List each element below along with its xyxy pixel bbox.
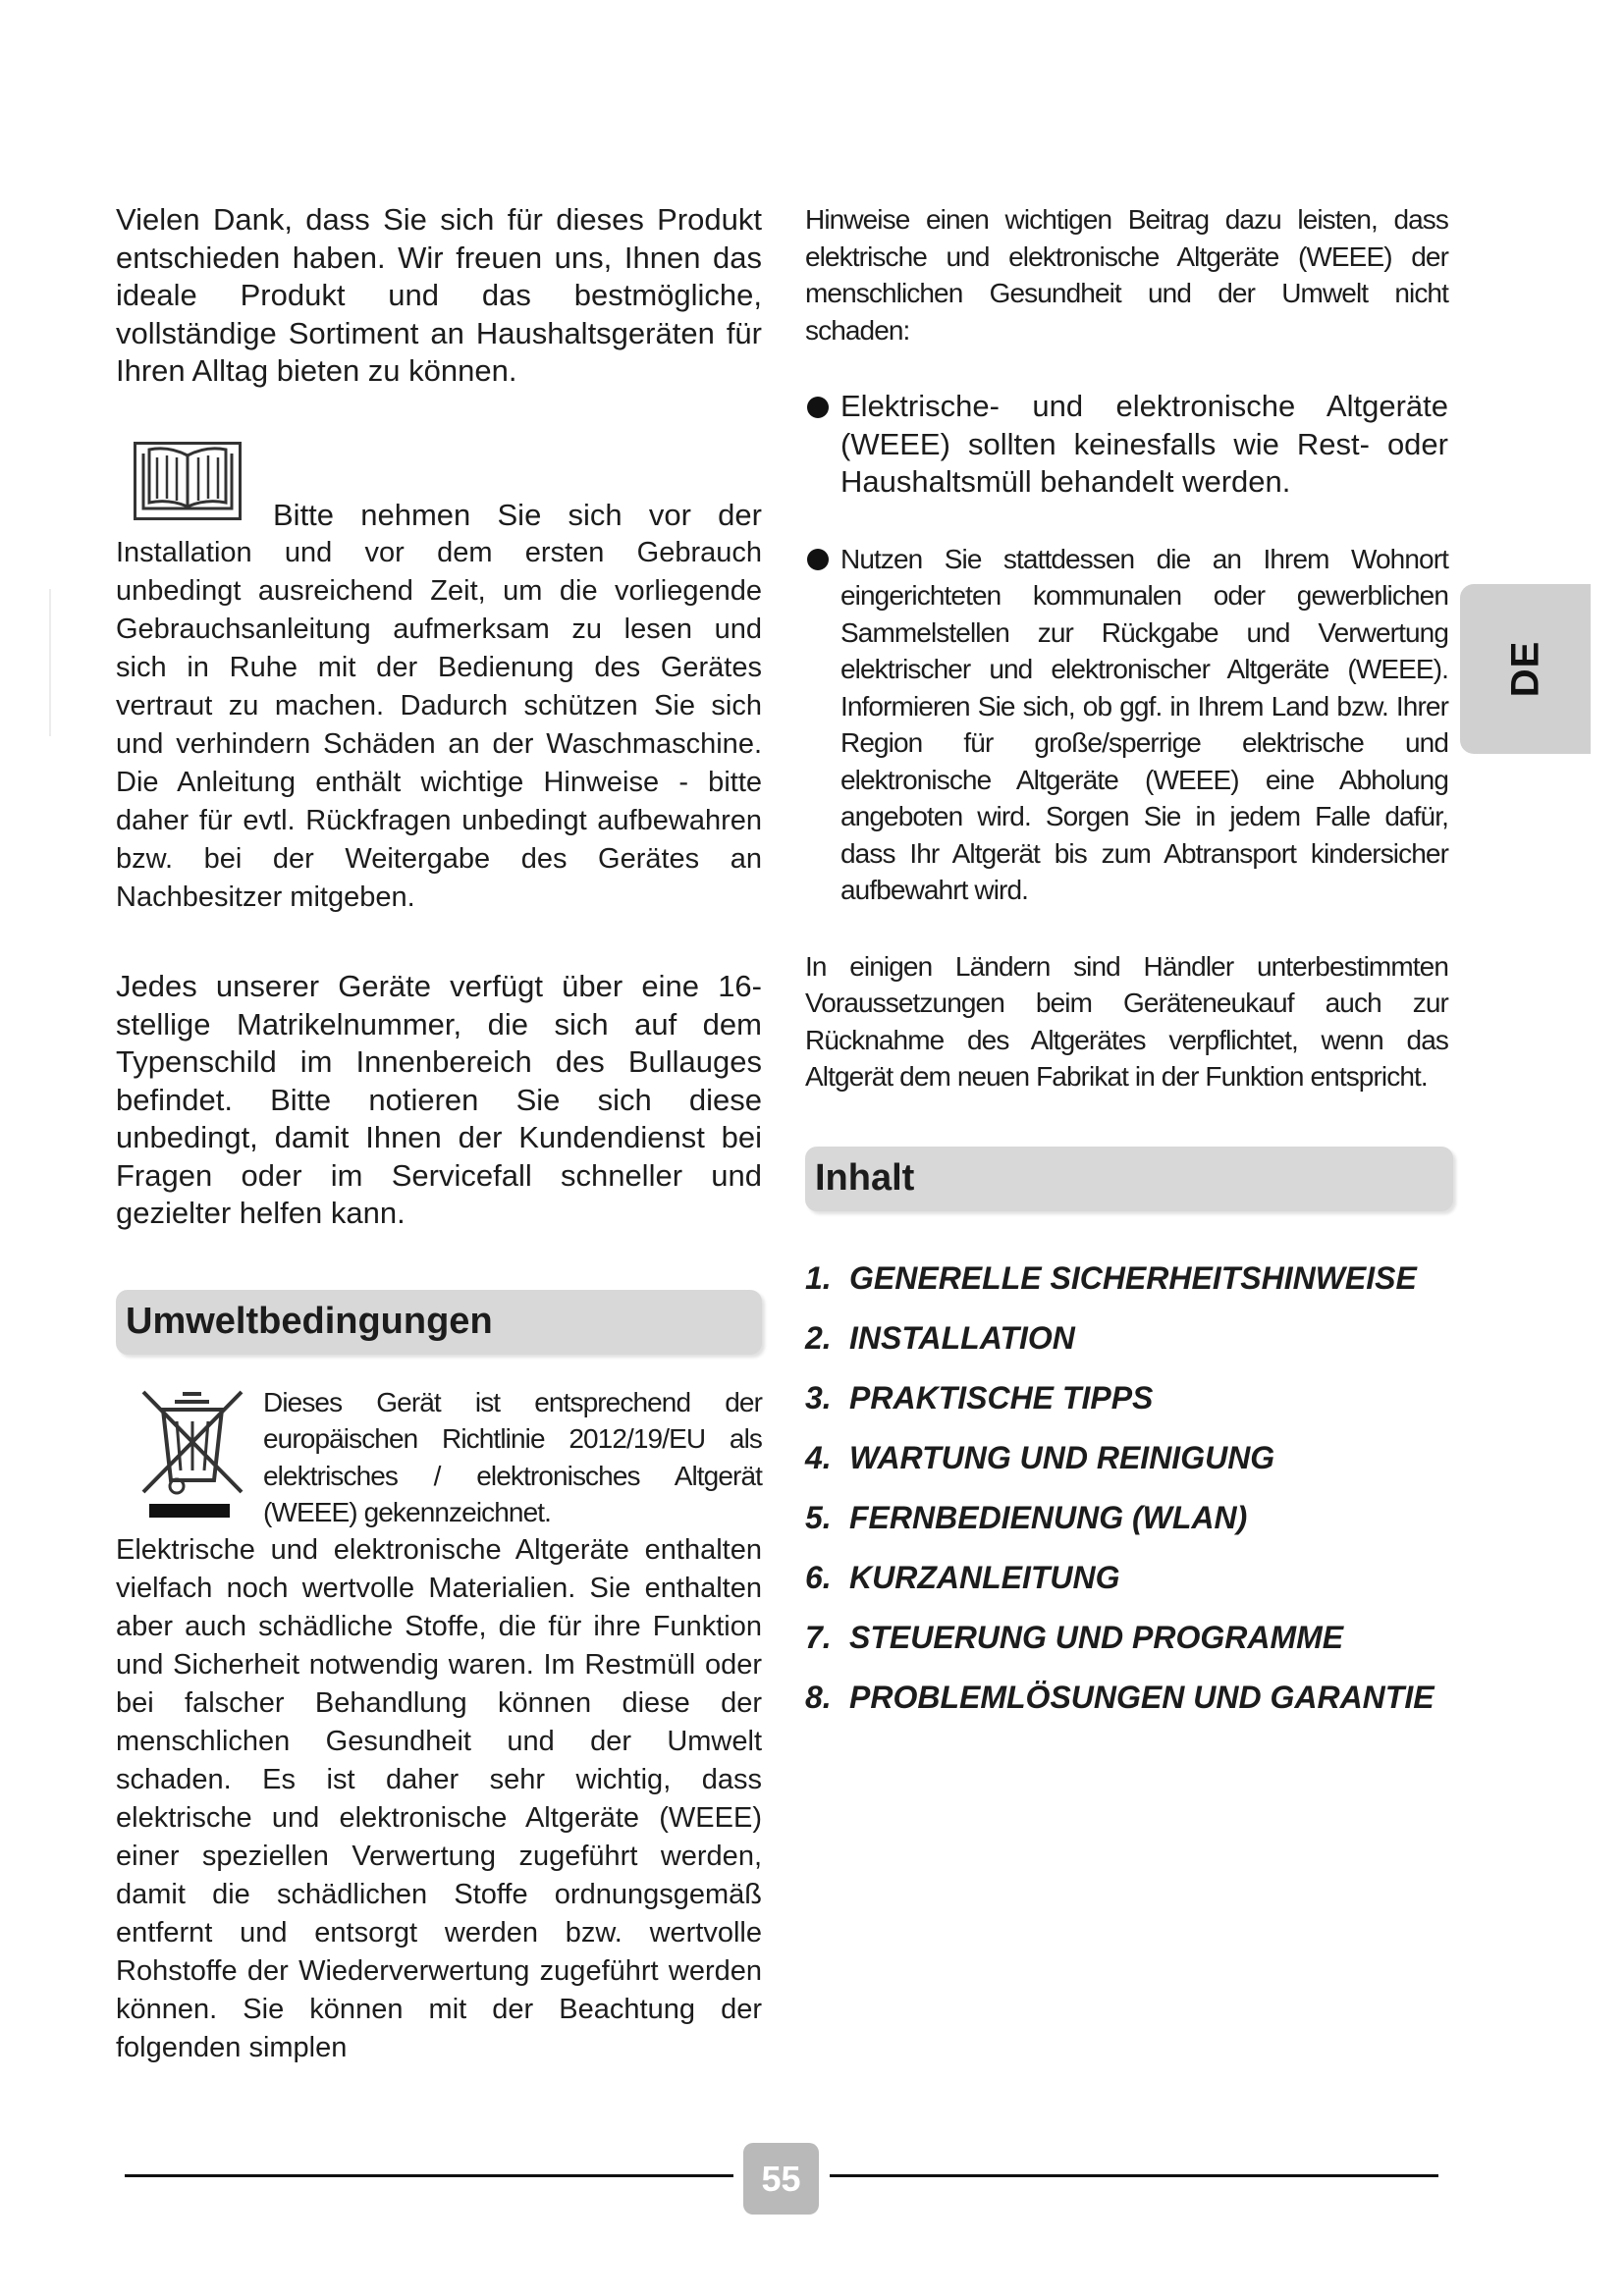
toc-number: 5. xyxy=(805,1499,832,1535)
table-of-contents xyxy=(805,1249,1448,1728)
intro-paragraph: Vielen Dank, dass Sie sich für dieses Produkt entschieden haben. Wir freuen uns, Ihnen das ideale Produkt und das bestmögliche, vollständige Sortiment an Haushaltsgeräten für Ihren Alltag bieten zu können. xyxy=(116,202,762,388)
manual-book-icon xyxy=(134,442,242,520)
toc-label: PRAKTISCHE TIPPS xyxy=(849,1379,1154,1415)
umwelt-heading-bar xyxy=(116,1290,762,1355)
toc-number: 1. xyxy=(805,1259,832,1296)
scan-margin-mark xyxy=(49,589,51,736)
language-tab-label: DE xyxy=(1502,640,1546,698)
page-number-label: 55 xyxy=(761,2158,801,2199)
weee-label-text: Dieses Gerät ist entsprechend der europäischen Richtlinie 2012/19/EU als elektrisches / elektronisches Altgerät (WEEE) gekennzeichnet. xyxy=(263,1386,762,1527)
toc-item[interactable] xyxy=(805,1368,1448,1428)
toc-item[interactable] xyxy=(805,1488,1448,1548)
toc-item[interactable] xyxy=(805,1548,1448,1608)
toc-item[interactable] xyxy=(805,1668,1448,1728)
toc-label: INSTALLATION xyxy=(849,1319,1075,1356)
weee-bullet-item xyxy=(805,541,1448,909)
serial-number-paragraph: Jedes unserer Geräte verfügt über eine 16-stellige Matrikelnummer, die sich auf dem Typenschild im Innenbereich des Bullauges befindet. Bitte notieren Sie sich diese unbedingt, damit Ihnen der Kundendienst bei Fragen oder im Servicefall schneller und gezielter helfen kann. xyxy=(116,969,762,1230)
page-number xyxy=(743,2143,819,2215)
toc-item[interactable] xyxy=(805,1608,1448,1668)
toc-number: 3. xyxy=(805,1379,832,1415)
toc-label: KURZANLEITUNG xyxy=(849,1559,1120,1595)
weee-bullet-text: Elektrische- und elektronische Altgeräte (WEEE) sollten keinesfalls wie Rest- oder Haushaltsmüll behandelt werden. xyxy=(840,389,1448,499)
inhalt-heading-bar xyxy=(805,1147,1453,1211)
toc-label: PROBLEMLÖSUNGEN UND GARANTIE xyxy=(849,1679,1435,1715)
toc-item[interactable] xyxy=(805,1428,1448,1488)
toc-item[interactable] xyxy=(805,1249,1448,1308)
bullet-dot-icon xyxy=(807,549,829,570)
footer-rule-left xyxy=(125,2174,733,2177)
toc-number: 2. xyxy=(805,1319,832,1356)
umwelt-body: Elektrische und elektronische Altgeräte enthalten vielfach noch wertvolle Materialien. Sie enthalten aber auch schädliche Stoffe, die für ihre Funktion und Sicherheit notwendig waren. Im Restmüll oder bei falscher Behandlung können diese der menschlichen Gesundheit und der Umwelt schaden. Es ist daher sehr wichtig, dass elektrische und elektronische Altgeräte (WEEE) einer speziellen Verwertung zugeführt werden, damit die schädlichen Stoffe ordnungsgemäß entfernt und entsorgt werden bzw. wertvolle Rohstoffe der Wiederverwertung zugeführt werden können. Sie können mit der Beachtung der folgenden simplen xyxy=(116,1533,762,2063)
language-tab xyxy=(1460,584,1591,754)
toc-label: GENERELLE SICHERHEITSHINWEISE xyxy=(849,1259,1417,1296)
weee-bullet-text: Nutzen Sie stattdessen die an Ihrem Wohnort eingerichteten kommunalen oder gewerblichen Sammelstellen zur Rückgabe und Verwertung elektrischer und elektronischer Altgeräte (WEEE). Informieren Sie sich, ob ggf. in Ihrem Land bzw. Ihrer Region für große/sperrige elektrische und elektronische Altgeräte (WEEE) eine Abholung angeboten wird. Sorgen Sie in jedem Falle dafür, dass Ihr Altgerät bis zum Abtransport kindersicher aufbewahrt wird. xyxy=(840,543,1448,905)
manual-note xyxy=(116,442,762,918)
dealer-return-paragraph: In einigen Ländern sind Händler unterbestimmten Voraussetzungen beim Geräteneukauf auch zur Rücknahme des Altgerätes verpflichtet, wenn das Altgerät dem neuen Fabrikat in der Funktion entspricht. xyxy=(805,950,1448,1092)
weee-bullet-list xyxy=(805,388,1448,909)
left-column xyxy=(116,201,762,2067)
weee-notice xyxy=(116,1384,762,1531)
inhalt-heading: Inhalt xyxy=(815,1157,915,1199)
manual-note-body: Installation und vor dem ersten Gebrauch unbedingt ausreichend Zeit, um die vorliegende Gebrauchsanleitung aufmerksam zu lesen und sich in Ruhe mit der Bedienung des Gerätes vertraut zu machen. Dadurch schützen Sie sich und verhindern Schäden an der Waschmaschine. Die Anleitung enthält wichtige Hinweise - bitte daher für evtl. Rückfragen unbedingt aufbewahren bzw. bei der Weitergabe des Gerätes an Nachbesitzer mitgeben. xyxy=(116,537,762,913)
toc-number: 7. xyxy=(805,1619,832,1655)
weee-bullet-item xyxy=(805,388,1448,502)
weee-bin-icon xyxy=(116,1384,263,1531)
manual-note-first-line: Bitte nehmen Sie sich vor der xyxy=(273,497,762,532)
toc-label: FERNBEDIENUNG (WLAN) xyxy=(849,1499,1248,1535)
toc-label: WARTUNG UND REINIGUNG xyxy=(849,1439,1275,1475)
umwelt-body-continued: Hinweise einen wichtigen Beitrag dazu leisten, dass elektrische und elektronische Altgeräte (WEEE) der menschlichen Gesundheit und der Umwelt nicht schaden: xyxy=(805,204,1448,346)
right-column xyxy=(805,201,1448,1728)
toc-label: STEUERUNG UND PROGRAMME xyxy=(849,1619,1344,1655)
footer-rule-right xyxy=(830,2174,1438,2177)
toc-number: 4. xyxy=(805,1439,832,1475)
toc-item[interactable] xyxy=(805,1308,1448,1368)
bullet-dot-icon xyxy=(807,397,829,418)
toc-number: 6. xyxy=(805,1559,832,1595)
toc-number: 8. xyxy=(805,1679,832,1715)
umwelt-heading: Umweltbedingungen xyxy=(126,1301,493,1342)
